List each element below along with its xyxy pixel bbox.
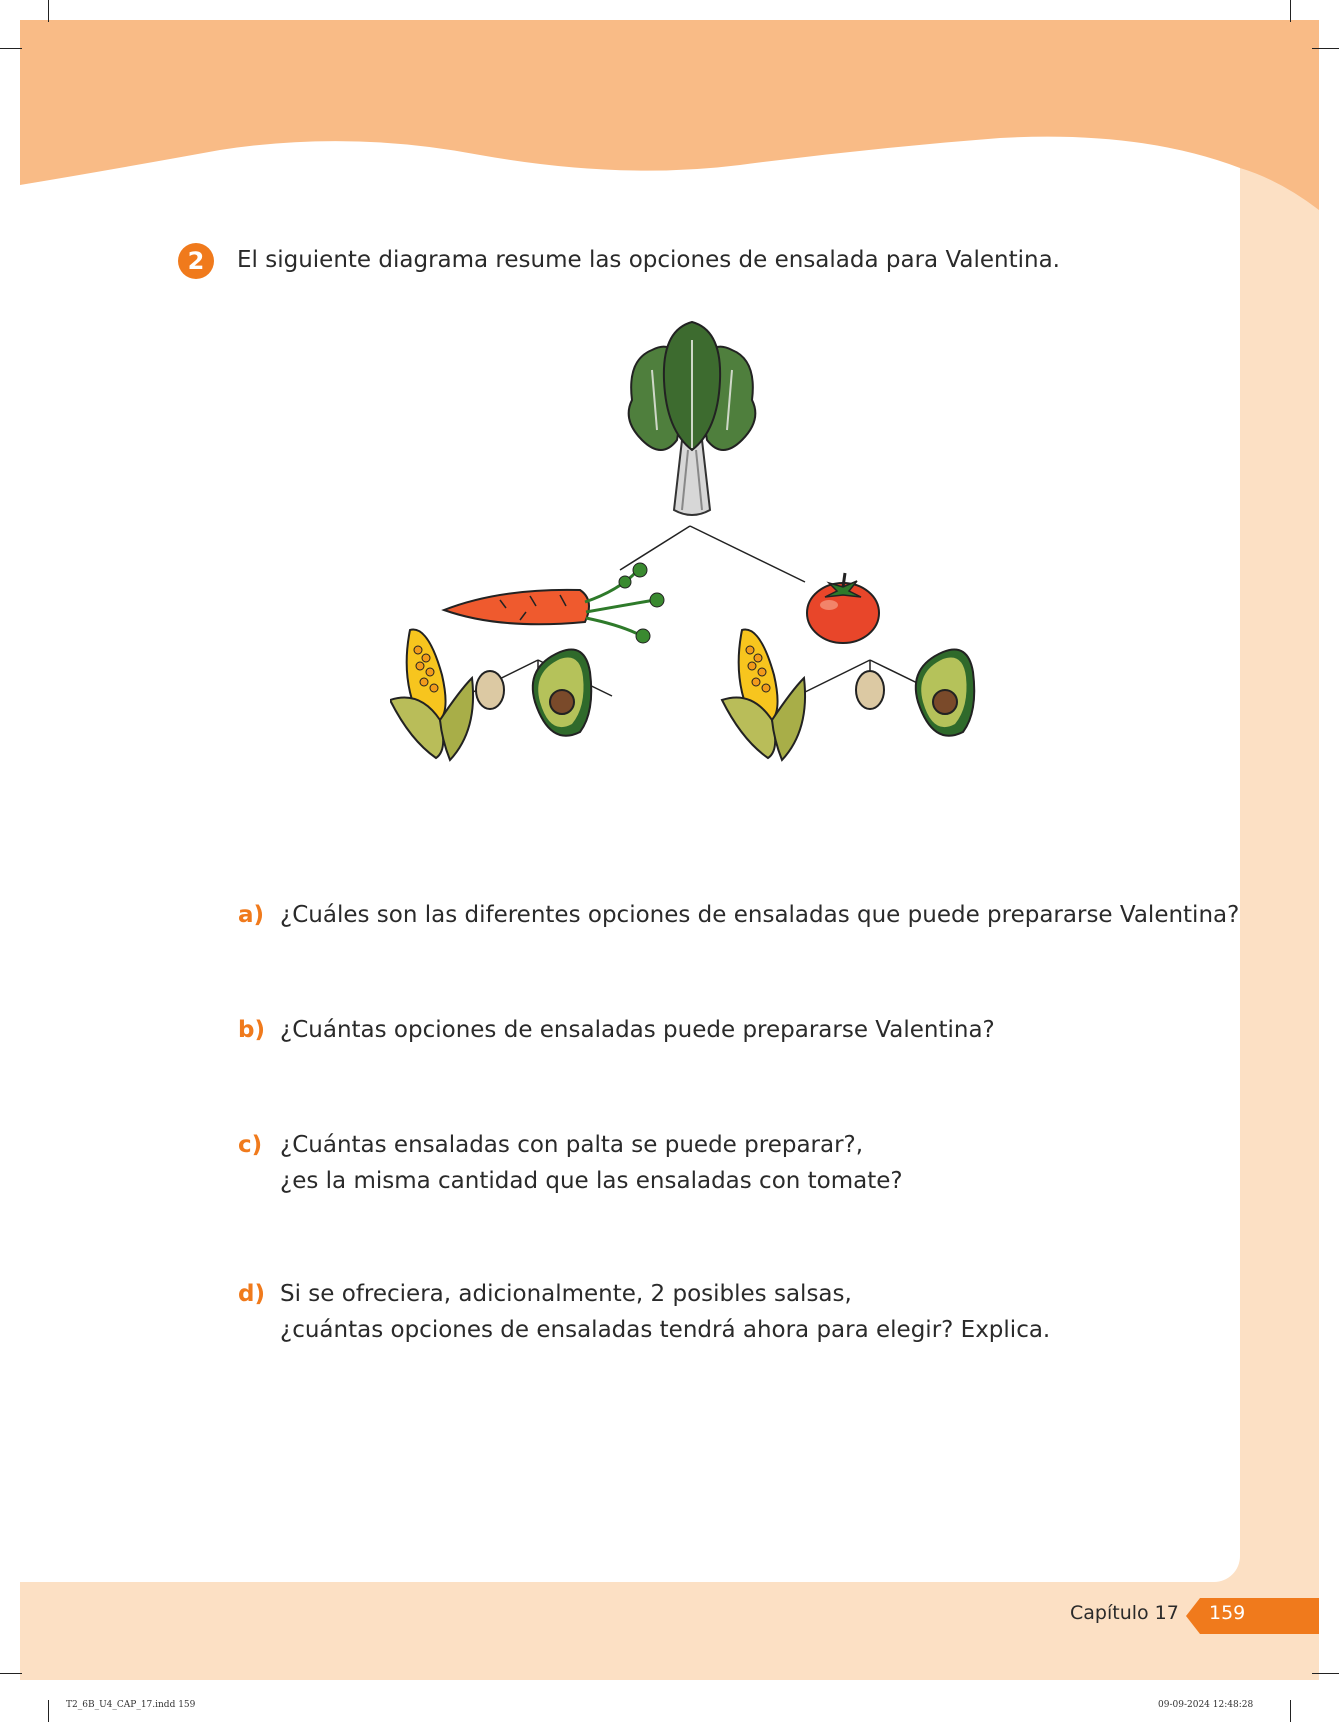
item-text: ¿Cuáles son las diferentes opciones de ensaladas que puede prepararse Valentina?	[280, 902, 1240, 928]
header-wave	[20, 20, 1319, 210]
avocado-icon	[916, 650, 974, 736]
item-label: b)	[238, 1017, 265, 1043]
crop-mark	[48, 1700, 49, 1722]
corn-icon	[722, 630, 805, 760]
item-text: ¿Cuántas opciones de ensaladas puede prepararse Valentina?	[280, 1017, 995, 1043]
question-intro: El siguiente diagrama resume las opciones de ensalada para Valentina.	[237, 247, 1060, 273]
item-label: d)	[238, 1281, 265, 1307]
crop-mark	[0, 1673, 22, 1674]
page-tab-arrow	[1186, 1598, 1200, 1634]
egg-icon	[476, 671, 504, 709]
item-text-line2: ¿cuántas opciones de ensaladas tendrá ahora para elegir? Explica.	[280, 1317, 1051, 1343]
question-number-badge: 2	[178, 243, 214, 279]
crop-mark	[0, 48, 22, 49]
print-slug-file: T2_6B_U4_CAP_17.indd 159	[66, 1700, 196, 1710]
item-text-line2: ¿es la misma cantidad que las ensaladas con tomate?	[280, 1168, 903, 1194]
tomato-icon	[807, 573, 879, 643]
crop-mark	[1312, 1673, 1339, 1674]
item-label: a)	[238, 902, 265, 928]
print-slug-date: 09-09-2024 12:48:28	[1158, 1700, 1254, 1710]
chapter-label: Capítulo 17	[1070, 1602, 1179, 1624]
crop-mark	[1312, 48, 1339, 49]
corn-icon	[390, 630, 473, 760]
item-text: Si se ofreciera, adicionalmente, 2 posibles salsas,	[280, 1281, 852, 1307]
lettuce-icon	[629, 322, 756, 515]
page-number: 159	[1209, 1602, 1246, 1624]
egg-icon	[856, 671, 884, 709]
item-text: ¿Cuántas ensaladas con palta se puede preparar?,	[280, 1132, 864, 1158]
item-label: c)	[238, 1132, 263, 1158]
crop-mark	[1290, 0, 1291, 22]
crop-mark	[48, 0, 49, 22]
crop-mark	[1290, 1700, 1291, 1722]
salad-tree-diagram	[390, 320, 990, 820]
carrot-icon	[444, 563, 664, 643]
